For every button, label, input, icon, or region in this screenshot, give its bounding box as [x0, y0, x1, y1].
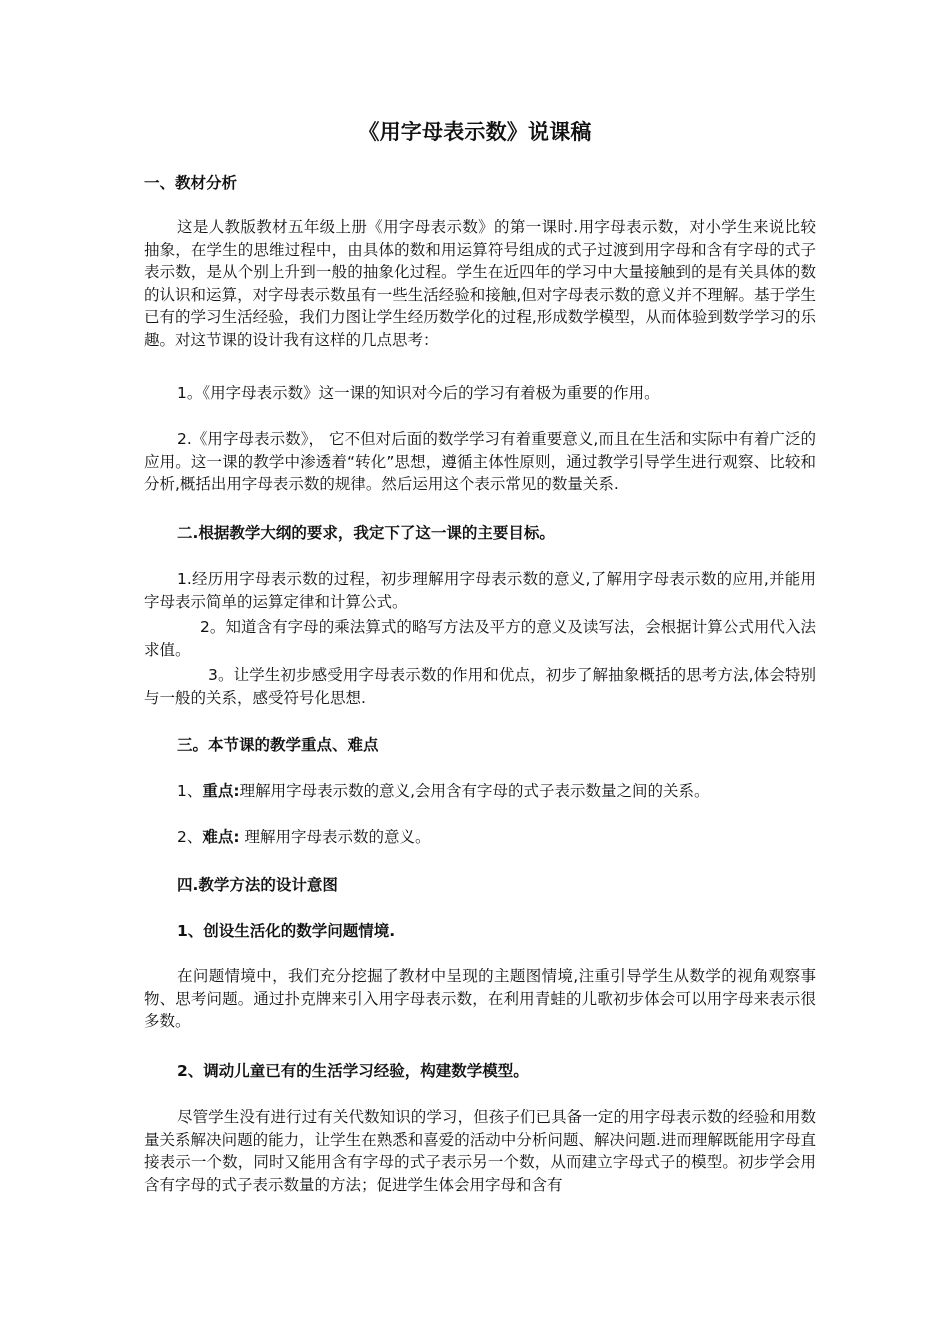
paragraph-thought-1: 1。《用字母表示数》这一课的知识对今后的学习有着极为重要的作用。 — [177, 384, 660, 402]
difficulty-label: 难点: — [202, 828, 240, 846]
key-point-line — [177, 780, 817, 803]
difficulty-text: 理解用字母表示数的意义。 — [239, 828, 431, 846]
section-heading-textbook-analysis: 一、教材分析 — [144, 174, 238, 192]
section-heading-methods: 四.教学方法的设计意图 — [177, 876, 338, 894]
difficulty-line — [177, 826, 817, 849]
key-point-text: 理解用字母表示数的意义,会用含有字母的式子表示数量之间的关系。 — [239, 782, 710, 800]
key-point-number: 1、 — [177, 782, 203, 800]
subheading-life-context: 1、创设生活化的数学问题情境. — [177, 922, 396, 940]
document-title: 《用字母表示数》说课稿 — [358, 120, 592, 144]
paragraph-thought-2: 2.《用字母表示数》， 它不但对后面的数学学习有着重要意义,而且在生活和实际中有着广泛的应用。这一课的教学中渗透着“转化”思想，遵循主体性原则，通过教学引导学生进行观察、比较和分析,概括出用字母表示数的规律。然后运用这个表示常见的数量关系. — [144, 430, 816, 493]
difficulty-number: 2、 — [177, 828, 203, 846]
section-heading-key-points: 三。本节课的教学重点、难点 — [177, 736, 379, 754]
paragraph-textbook-analysis: 这是人教版教材五年级上册《用字母表示数》的第一课时.用字母表示数，对小学生来说比较抽象，在学生的思维过程中，由具体的数和用运算符号组成的式子过渡到用字母和含有字母的式子表示数，是从个别上升到一般的抽象化过程。学生在近四年的学习中大量接触到的是有关具体的数的认识和运算，对字母表示数虽有一些生活经验和接触,但对字母表示数的意义并不理解。基于学生已有的学习生活经验，我们力图让学生经历数学化的过程,形成数学模型，从而体验到数学学习的乐趣。对这节课的设计我有这样的几点思考： — [144, 218, 816, 349]
key-point-label: 重点: — [202, 782, 240, 800]
section-heading-objectives: 二.根据教学大纲的要求，我定下了这一课的主要目标。 — [177, 524, 555, 542]
subheading-math-model: 2、调动儿童已有的生活学习经验，构建数学模型。 — [177, 1062, 529, 1080]
objective-1: 1.经历用字母表示数的过程，初步理解用字母表示数的意义,了解用字母表示数的应用,并能用字母表示简单的运算定律和计算公式。 — [144, 570, 816, 611]
paragraph-math-model: 尽管学生没有进行过有关代数知识的学习，但孩子们已具备一定的用字母表示数的经验和用数量关系解决问题的能力，让学生在熟悉和喜爱的活动中分析问题、解决问题.进而理解既能用字母直接表示一个数，同时又能用含有字母的式子表示另一个数，从而建立字母式子的模型。初步学会用含有字母的式子表示数量的方法；促进学生体会用字母和含有 — [144, 1108, 816, 1194]
objective-3: 3。让学生初步感受用字母表示数的作用和优点，初步了解抽象概括的思考方法,体会特别与一般的关系，感受符号化思想. — [144, 666, 816, 707]
paragraph-life-context: 在问题情境中，我们充分挖掘了教材中呈现的主题图情境,注重引导学生从数学的视角观察事物、思考问题。通过扑克牌来引入用字母表示数，在利用青蛙的儿歌初步体会可以用字母来表示很多数。 — [144, 967, 816, 1030]
objective-2: 2。知道含有字母的乘法算式的略写方法及平方的意义及读写法，会根据计算公式用代入法求值。 — [144, 618, 816, 659]
